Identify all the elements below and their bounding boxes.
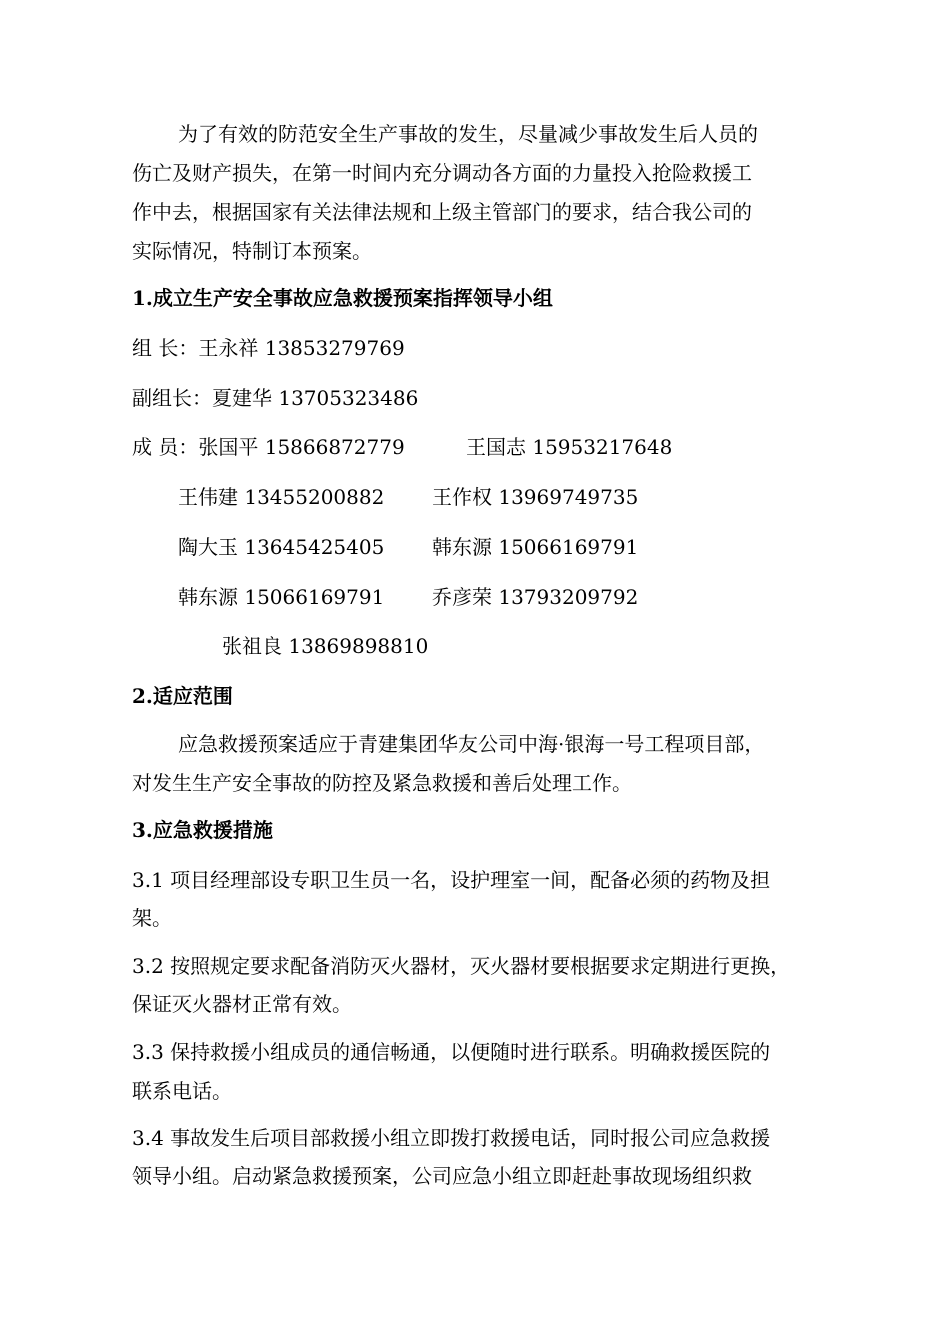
measure-3-1-line-2: 架。 (132, 906, 172, 930)
members-line-second: 王国志 15953217648 (466, 435, 673, 459)
measure-3-1-line-1: 3.1 项目经理部设专职卫生员一名，设护理室一间，配备必须的药物及担 (132, 868, 771, 892)
deputy-line: 副组长：夏建华 13705323486 (132, 386, 419, 410)
intro-line-3: 作中去，根据国家有关法律法规和上级主管部门的要求，结合我公司的 (132, 200, 752, 224)
intro-line-2: 伤亡及财产损失，在第一时间内充分调动各方面的力量投入抢险救援工 (132, 161, 752, 185)
member-row-2-left: 陶大玉 13645425405 (178, 535, 385, 559)
section2-line-2: 对发生生产安全事故的防控及紧急救援和善后处理工作。 (132, 771, 632, 795)
leader-line: 组 长：王永祥 13853279769 (132, 336, 405, 360)
measure-3-3-line-1: 3.3 保持救援小组成员的通信畅通，以便随时进行联系。明确救援医院的 (132, 1040, 771, 1064)
last-member: 张祖良 13869898810 (222, 634, 429, 658)
intro-line-1: 为了有效的防范安全生产事故的发生，尽量减少事故发生后人员的 (178, 122, 758, 146)
intro-line-4: 实际情况，特制订本预案。 (132, 239, 372, 263)
members-line-first: 成 员：张国平 15866872779 (132, 435, 405, 459)
member-row-3-left: 韩东源 15066169791 (178, 585, 385, 609)
member-row-3-right: 乔彦荣 13793209792 (432, 585, 639, 609)
member-row-1-right: 王作权 13969749735 (432, 485, 639, 509)
member-row-1-left: 王伟建 13455200882 (178, 485, 385, 509)
measure-3-4-line-2: 领导小组。启动紧急救援预案，公司应急小组立即赶赴事故现场组织救 (132, 1164, 752, 1188)
section3-heading: 3.应急救援措施 (132, 818, 273, 842)
section2-line-1: 应急救援预案适应于青建集团华友公司中海·银海一号工程项目部， (178, 732, 765, 756)
measure-3-2-line-1: 3.2 按照规定要求配备消防灭火器材，灭火器材要根据要求定期进行更换， (132, 954, 791, 978)
measure-3-2-line-2: 保证灭火器材正常有效。 (132, 992, 352, 1016)
measure-3-4-line-1: 3.4 事故发生后项目部救援小组立即拨打救援电话，同时报公司应急救援 (132, 1126, 771, 1150)
section1-heading: 1.成立生产安全事故应急救援预案指挥领导小组 (132, 286, 553, 310)
section2-heading: 2.适应范围 (132, 684, 233, 708)
measure-3-3-line-2: 联系电话。 (132, 1079, 232, 1103)
member-row-2-right: 韩东源 15066169791 (432, 535, 639, 559)
